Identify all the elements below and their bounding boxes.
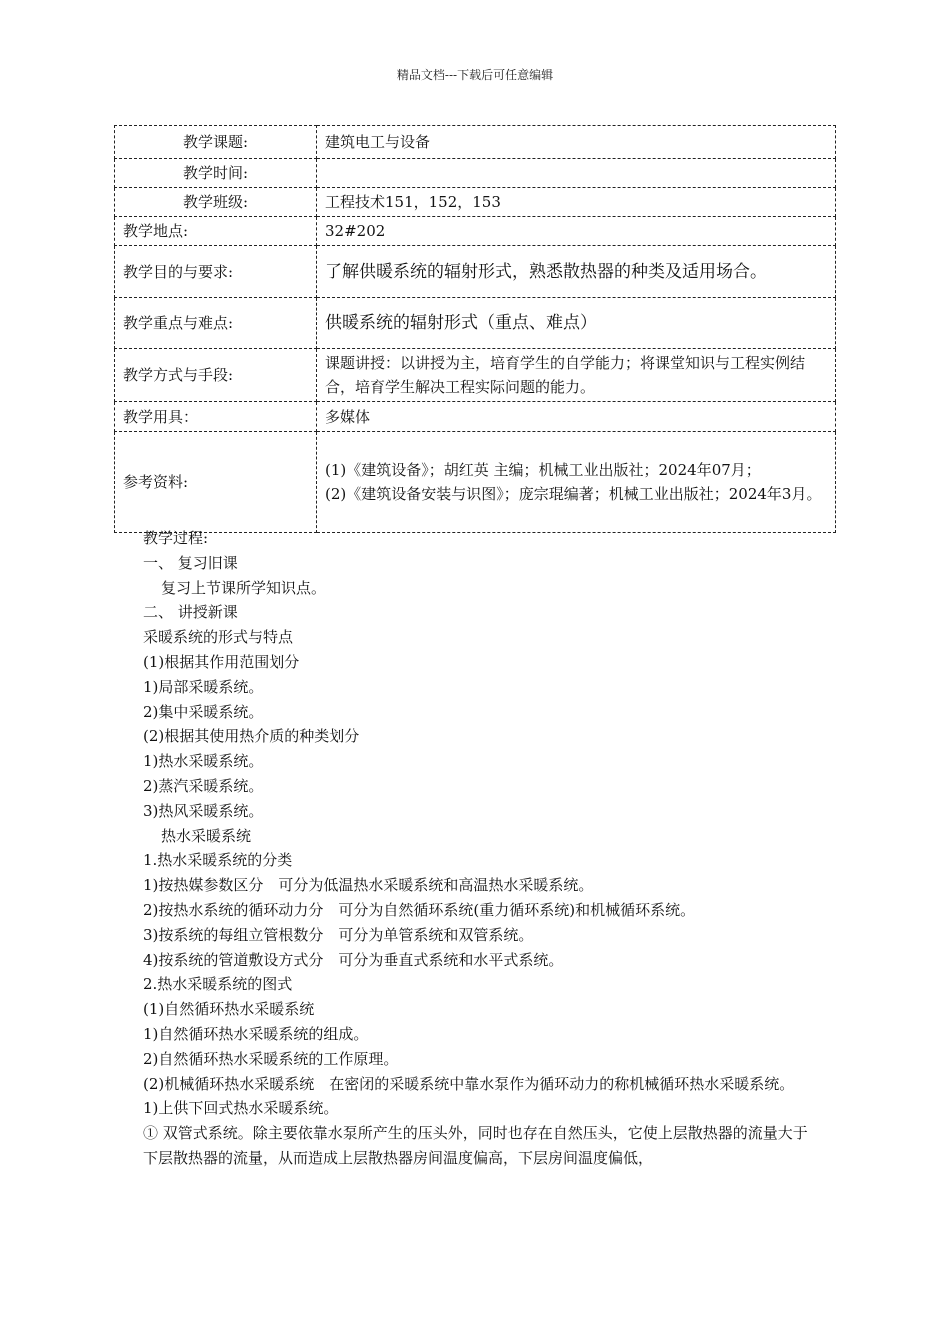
table-row	[115, 349, 836, 402]
label-key-points: 教学重点与难点:	[115, 298, 317, 349]
paragraph: 1)按热媒参数区分 可分为低温热水采暖系统和高温热水采暖系统。	[143, 876, 594, 895]
paragraph: 1)自然循环热水采暖系统的组成。	[143, 1024, 369, 1043]
paragraph: 2)集中采暖系统。	[143, 702, 264, 721]
paragraph: 1)上供下回式热水采暖系统。	[143, 1099, 339, 1118]
table-row	[115, 126, 836, 159]
label-time: 教学时间:	[115, 159, 317, 188]
label-class: 教学班级:	[115, 188, 317, 217]
table-row	[115, 188, 836, 217]
label-topic: 教学课题:	[115, 126, 317, 159]
paragraph: 3)按系统的每组立管根数分 可分为单管系统和双管系统。	[143, 925, 534, 944]
value-references	[317, 432, 836, 533]
paragraph: 2)蒸汽采暖系统。	[143, 776, 264, 795]
value-topic: 建筑电工与设备	[317, 126, 836, 159]
value-class: 工程技术151，152，153	[317, 188, 836, 217]
section-heading: 教学过程:	[143, 529, 209, 547]
table-row	[115, 298, 836, 349]
table-row	[115, 217, 836, 246]
section-heading: 一、 复习旧课	[143, 553, 238, 572]
paragraph: (2)机械循环热水采暖系统 在密闭的采暖系统中靠水泵作为循环动力的称机械循环热水采暖系统。	[143, 1074, 795, 1093]
table-row	[115, 159, 836, 188]
lesson-info-table	[114, 125, 836, 533]
value-methods: 课题讲授：以讲授为主，培育学生的自学能力；将课堂知识与工程实例结合，培育学生解决工程实际问题的能力。	[317, 349, 836, 402]
subsection-heading: 热水采暖系统	[161, 826, 252, 845]
value-tools: 多媒体	[317, 402, 836, 432]
table-row	[115, 246, 836, 298]
value-key-points: 供暖系统的辐射形式（重点、难点）	[317, 298, 836, 349]
paragraph: 2.热水采暖系统的图式	[143, 975, 293, 994]
paragraph: ① 双管式系统。除主要依靠水泵所产生的压头外，同时也存在自然压头，它使上层散热器的流量大于下层散热器的流量，从而造成上层散热器房间温度偏高，下层房间温度偏低，	[143, 1124, 808, 1167]
section-heading: 二、 讲授新课	[143, 603, 238, 622]
table-row	[115, 402, 836, 432]
paragraph: 2)自然循环热水采暖系统的工作原理。	[143, 1049, 399, 1068]
label-objectives: 教学目的与要求:	[115, 246, 317, 298]
value-objectives: 了解供暖系统的辐射形式，熟悉散热器的种类及适用场合。	[317, 246, 836, 298]
paragraph: 2)按热水系统的循环动力分 可分为自然循环系统(重力循环系统)和机械循环系统。	[143, 900, 696, 919]
paragraph: 3)热风采暖系统。	[143, 801, 264, 820]
reference-item: (1)《建筑设备》；胡红英 主编；机械工业出版社；2024年07月；	[325, 461, 761, 479]
paragraph: 1)局部采暖系统。	[143, 677, 264, 696]
paragraph: 采暖系统的形式与特点	[143, 628, 294, 647]
table-row	[115, 432, 836, 533]
label-location: 教学地点:	[115, 217, 317, 246]
paragraph: 4)按系统的管道敷设方式分 可分为垂直式系统和水平式系统。	[143, 950, 564, 969]
label-tools: 教学用具：	[115, 402, 317, 432]
page-header: 精品文档---下载后可任意编辑	[396, 68, 554, 82]
paragraph: (1)根据其作用范围划分	[143, 652, 300, 671]
paragraph: (1)自然循环热水采暖系统	[143, 1000, 315, 1019]
value-time	[317, 159, 836, 188]
label-references: 参考资料:	[115, 432, 317, 533]
paragraph: (2)根据其使用热介质的种类划分	[143, 727, 360, 746]
value-location: 32#202	[317, 217, 836, 246]
label-methods: 教学方式与手段:	[115, 349, 317, 402]
lesson-body	[143, 526, 813, 1171]
paragraph: 1)热水采暖系统。	[143, 752, 264, 771]
paragraph: 复习上节课所学知识点。	[161, 578, 327, 597]
reference-item: (2)《建筑设备安装与识图》；庞宗琨编著；机械工业出版社；2024年3月。	[325, 485, 822, 503]
paragraph: 1.热水采暖系统的分类	[143, 851, 293, 870]
